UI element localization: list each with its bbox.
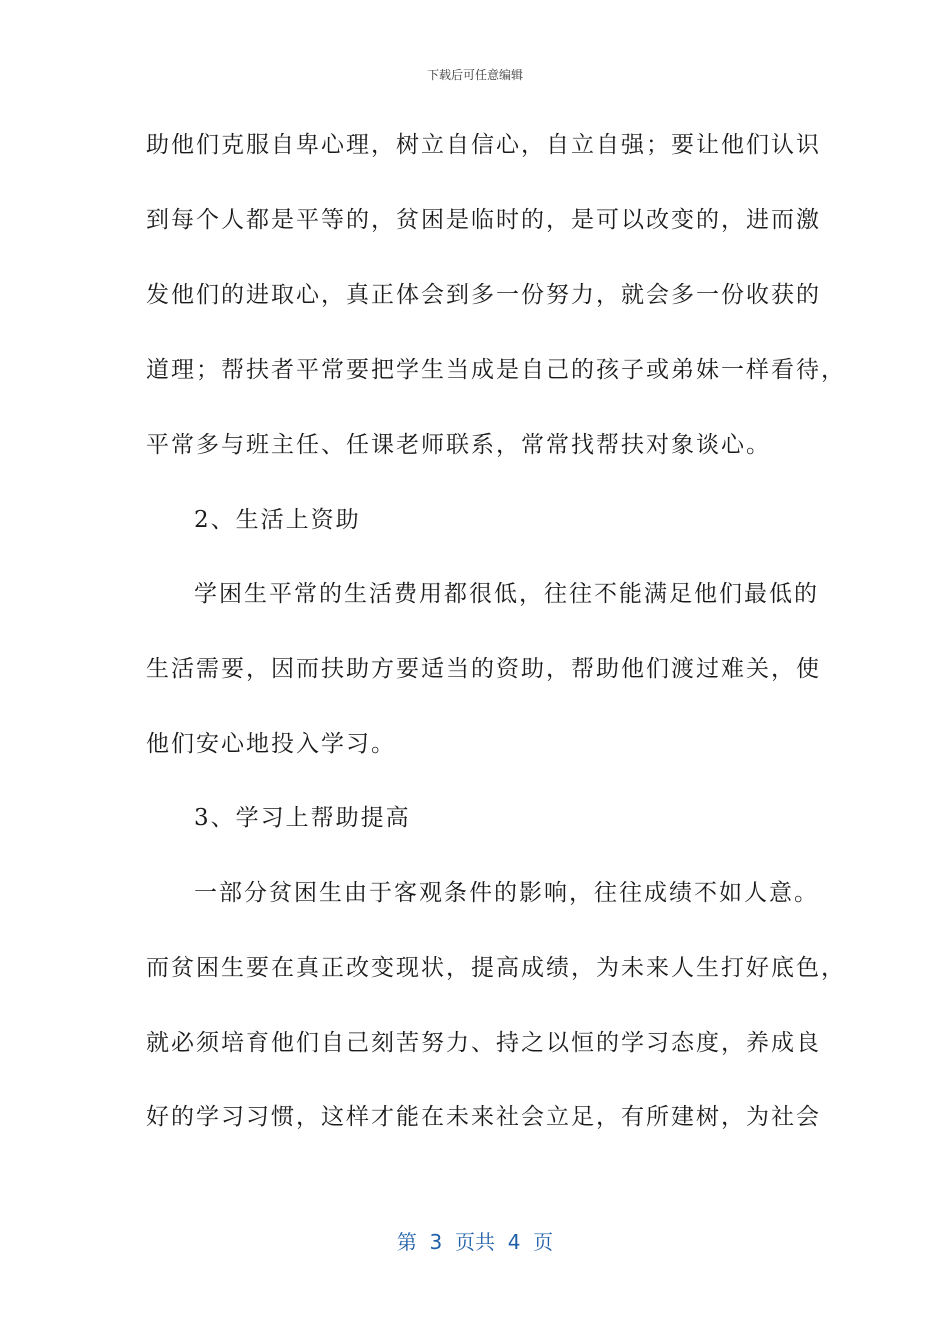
- page-number-footer: 第 3 页共 4 页: [396, 1230, 554, 1254]
- body-line-1: 助他们克服自卑心理，树立自信心，自立自强；要让他们认识: [146, 132, 821, 158]
- body-line-14: 好的学习习惯，这样才能在未来社会立足，有所建树，为社会: [146, 1104, 821, 1130]
- body-line-4: 道理；帮扶者平常要把学生当成是自己的孩子或弟妹一样看待，: [146, 357, 846, 383]
- body-line-11: 一部分贫困生由于客观条件的影响，往往成绩不如人意。: [194, 880, 819, 906]
- body-line-12: 而贫困生要在真正改变现状，提高成绩，为未来人生打好底色，: [146, 955, 846, 981]
- section-heading-3: 3、学习上帮助提高: [194, 805, 411, 831]
- body-line-3: 发他们的进取心，真正体会到多一份努力，就会多一份收获的: [146, 282, 821, 308]
- page-header: 下载后可任意编辑: [426, 68, 523, 82]
- body-line-13: 就必须培育他们自己刻苦努力、持之以恒的学习态度，养成良: [146, 1030, 821, 1056]
- body-line-7: 学困生平常的生活费用都很低，往往不能满足他们最低的: [194, 581, 819, 607]
- section-heading-2: 2、生活上资助: [194, 507, 361, 533]
- body-line-5: 平常多与班主任、任课老师联系，常常找帮扶对象谈心。: [146, 432, 771, 458]
- body-line-8: 生活需要，因而扶助方要适当的资助，帮助他们渡过难关，使: [146, 656, 821, 682]
- body-line-2: 到每个人都是平等的，贫困是临时的，是可以改变的，进而激: [146, 207, 821, 233]
- body-line-9: 他们安心地投入学习。: [146, 731, 396, 757]
